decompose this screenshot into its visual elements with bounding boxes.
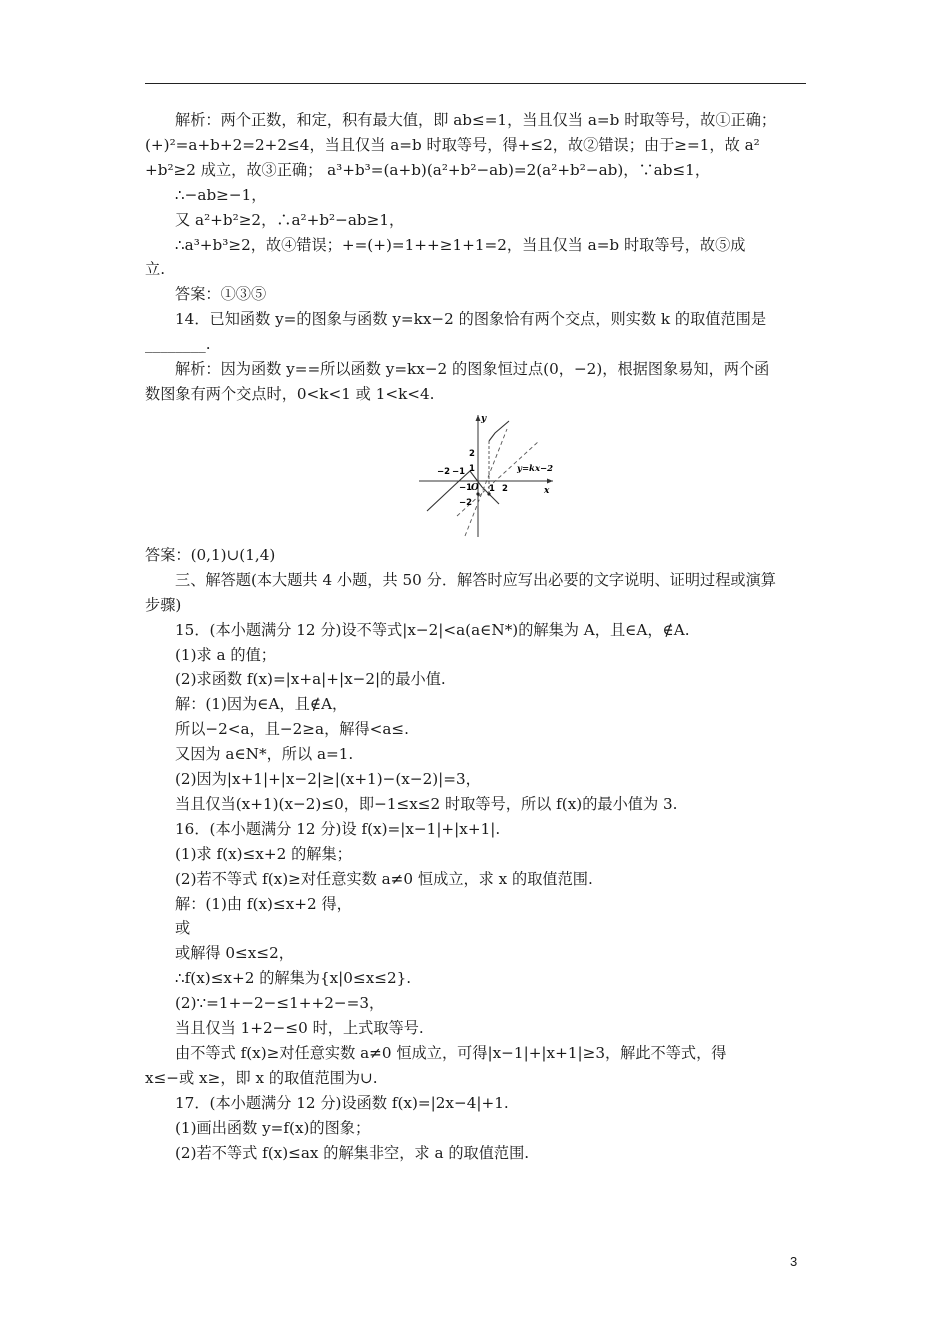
- text-line: (1)画出函数 y=f(x)的图象；: [175, 1118, 371, 1137]
- tick-label: −2: [437, 466, 451, 477]
- text-line: ∴−ab≥−1，: [175, 185, 267, 204]
- text-line: (1)求 a 的值；: [175, 645, 276, 664]
- section-heading: 三、解答题(本大题共 4 小题，共 50 分．解答时应写出必要的文字说明、证明过程或演算: [175, 570, 776, 589]
- text-line: 当且仅当(x+1)(x−2)≤0，即−1≤x≤2 时取等号，所以 f(x)的最小值为 3.: [175, 794, 678, 813]
- text-line: 或解得 0≤x≤2，: [175, 944, 294, 963]
- tick-label: −1: [459, 482, 473, 493]
- header-rule: [145, 83, 806, 84]
- page-content: [145, 108, 806, 1166]
- text-line: 解析：两个正数，和定，积有最大值，即 ab≤=1，当且仅当 a=b 时取等号，故①正确；: [175, 111, 777, 129]
- question-15: 15．(本小题满分 12 分)设不等式|x−2|<a(a∈N*)的解集为 A，且∈A，∉A.: [175, 620, 690, 639]
- text-line: ∴f(x)≤x+2 的解集为{x|0≤x≤2}.: [175, 969, 412, 988]
- origin-label: O: [471, 482, 479, 493]
- tick-label: 2: [469, 448, 475, 459]
- tick-label: 1: [469, 463, 475, 474]
- question-17: 17．(本小题满分 12 分)设函数 f(x)=|2x−4|+1.: [175, 1093, 509, 1112]
- y-axis-label: y: [481, 413, 487, 424]
- function-graph: [417, 411, 557, 539]
- text-line: ∴a³+b³≥2，故④错误；+=(+)=1++≥1+1=2，当且仅当 a=b 时取等号，故⑤成: [175, 235, 746, 254]
- function-graph-figure: [145, 411, 806, 541]
- text-line: (2)若不等式 f(x)≤ax 的解集非空，求 a 的取值范围.: [175, 1143, 530, 1162]
- text-line: x≤−或 x≥，即 x 的取值范围为∪.: [145, 1068, 378, 1087]
- text-line: 解：(1)由 f(x)≤x+2 得，: [175, 894, 352, 913]
- question-14: 14．已知函数 y=的图象与函数 y=kx−2 的图象恰有两个交点，则实数 k 的取值范围是: [175, 310, 767, 329]
- answer-line: 答案：①③⑤: [175, 285, 267, 304]
- text-line: +b²≥2 成立，故③正确； a³+b³=(a+b)(a²+b²−ab)=2(a²+b²−ab)，∵ab≤1，: [145, 160, 711, 179]
- text-line: (1)求 f(x)≤x+2 的解集；: [175, 844, 352, 863]
- text-line: 又 a²+b²≥2，∴a²+b²−ab≥1，: [175, 210, 405, 229]
- text-line: 由不等式 f(x)≥对任意实数 a≠0 恒成立，可得|x−1|+|x+1|≥3，解此不等式，得: [175, 1044, 727, 1062]
- text-line: (+)²=a+b+2=2+2≤4，当且仅当 a=b 时取等号，得+≤2，故②错误；由于≥=1，故 a²: [145, 135, 760, 154]
- text-line: 立.: [145, 260, 166, 279]
- answer-line: 答案：(0,1)∪(1,4): [145, 545, 276, 564]
- question-16: 16．(本小题满分 12 分)设 f(x)=|x−1|+|x+1|.: [175, 819, 501, 838]
- x-axis-arrow: [547, 478, 553, 483]
- text-line: 又因为 a∈N*，所以 a=1.: [175, 745, 354, 764]
- y-axis-arrow: [476, 415, 481, 421]
- tick-label: 1: [489, 483, 495, 494]
- text-line: (2)∵=1+−2−≤1++2−=3，: [175, 994, 385, 1013]
- text-line: 所以−2<a，且−2≥a，解得<a≤.: [175, 720, 409, 739]
- text-line: 数图象有两个交点时，0<k<1 或 1<k<4.: [145, 384, 435, 403]
- text-line: 步骤): [145, 595, 182, 614]
- page-number: 3: [790, 1254, 798, 1269]
- x-axis-label: x: [544, 485, 550, 496]
- line-label: y=kx−2: [517, 463, 554, 474]
- tick-label: −1: [452, 466, 466, 477]
- text-line: 或: [175, 919, 191, 938]
- text-line: (2)求函数 f(x)=|x+a|+|x−2|的最小值.: [175, 670, 446, 689]
- tick-label: 2: [502, 483, 508, 494]
- text-line: (2)若不等式 f(x)≥对任意实数 a≠0 恒成立，求 x 的取值范围.: [175, 869, 593, 888]
- text-line: 解析：因为函数 y==所以函数 y=kx−2 的图象恒过点(0，−2)，根据图象易知，两个函: [175, 360, 770, 379]
- tick-label: −2: [459, 497, 473, 508]
- text-line: 解：(1)因为∈A，且∉A，: [175, 695, 348, 714]
- text-line: 当且仅当 1+2−≤0 时，上式取等号.: [175, 1019, 424, 1038]
- text-line: (2)因为|x+1|+|x−2|≥|(x+1)−(x−2)|=3，: [175, 770, 481, 789]
- answer-blank: ________.: [145, 335, 211, 354]
